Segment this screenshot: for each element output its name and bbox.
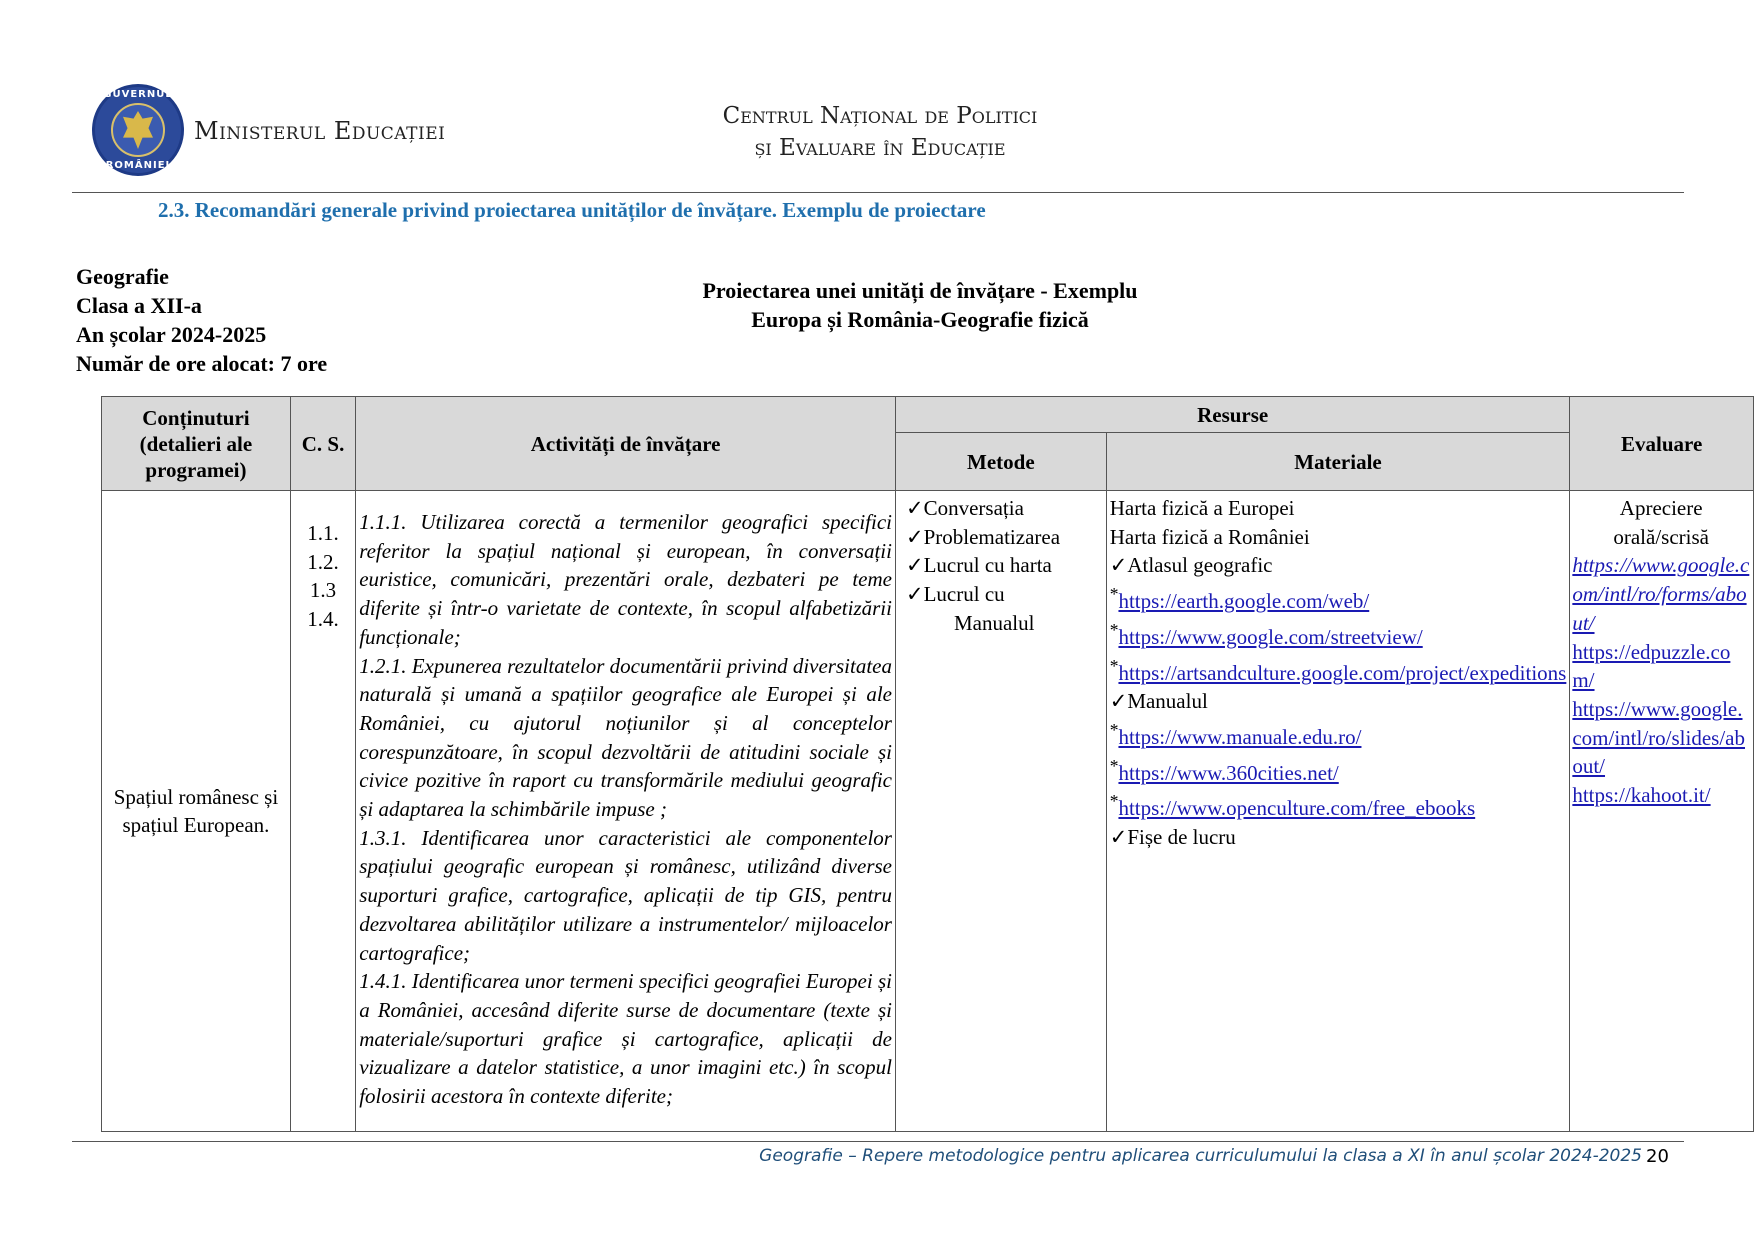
material-link-item: *https://www.360cities.net/ <box>1109 755 1339 785</box>
evaluation-text: Apreciere orală/scrisă <box>1613 496 1709 549</box>
centru-name <box>690 100 1070 164</box>
government-seal-logo <box>92 84 184 176</box>
cs-cell <box>290 491 355 1132</box>
document-title <box>640 276 1200 334</box>
table-row <box>102 491 1754 1132</box>
methods-cell <box>895 491 1106 1132</box>
centru-line-2: și Evaluare în Educație <box>754 135 1006 161</box>
ministry-name: Ministerul Educației <box>194 117 446 145</box>
cs-item: 1.1. <box>307 521 339 545</box>
activities-cell <box>356 491 896 1132</box>
material-link-item: *https://artsandculture.google.com/project/expeditions <box>1109 655 1567 685</box>
meta-class: Clasa a XII-a <box>76 293 202 318</box>
header-activitati: Activități de învățare <box>356 397 896 491</box>
header-continuturi: Conținuturi (detalieri ale programei) <box>102 397 291 491</box>
link-google-forms[interactable]: https://www.google.com/intl/ro/forms/about/ <box>1572 553 1750 635</box>
material-manualul: ✓ Manualul <box>1110 687 1567 716</box>
evaluation-link-item <box>1572 551 1750 637</box>
method-item: Manualul <box>953 610 1035 635</box>
link-openculture[interactable]: https://www.openculture.com/free_ebooks <box>1118 796 1476 821</box>
cs-item: 1.3 <box>309 578 337 603</box>
centru-line-1: Centrul Național de Politici <box>722 103 1038 129</box>
header-divider <box>72 192 1684 193</box>
meta-year: An școlar 2024-2025 <box>76 322 267 347</box>
section-title: 2.3. Recomandări generale privind proiectarea unităților de învățare. Exemplu de proiectare <box>158 198 986 222</box>
learning-unit-table <box>101 396 1754 1132</box>
content-cell: Spațiul românesc și spațiul European. <box>102 491 291 1132</box>
link-google-earth[interactable]: https://earth.google.com/web/ <box>1118 589 1370 614</box>
materials-cell <box>1106 491 1570 1132</box>
link-manuale[interactable]: https://www.manuale.edu.ro/ <box>1118 724 1362 749</box>
method-item: ✓ Problematizarea <box>906 523 1103 552</box>
header-materiale: Materiale <box>1106 433 1570 491</box>
seal-top-text: GUVERNUL <box>103 89 173 100</box>
activity-item: 1.3.1. Identificarea unor caracteristici ale componentelor spațiului geografic european și românesc, utilizând diverse suporturi grafice, cartografice, aplicații de tip GIS, pentru dezvoltarea abilităților utilizare a instrumentelor/ mijloacelor cartografice; <box>359 825 892 965</box>
link-360cities[interactable]: https://www.360cities.net/ <box>1118 760 1339 785</box>
link-google-slides[interactable]: https://www.google.com/intl/ro/slides/about/ <box>1572 696 1745 779</box>
evaluation-link-item <box>1572 695 1750 781</box>
evaluation-link-item <box>1572 781 1750 810</box>
material-link-item: *https://earth.google.com/web/ <box>1109 584 1370 614</box>
activity-item: 1.1.1. Utilizarea corectă a termenilor geografici specifici referitor la spațiul național și european, în conversații euristice, comunicări, prezentări orale, dezbateri pe teme diferite și într-o varietate de contexte, în scopul alfabetizării funcționale; <box>359 510 892 649</box>
footer-divider <box>72 1141 1684 1142</box>
link-kahoot[interactable]: https://kahoot.it/ <box>1572 783 1711 808</box>
material-harta-romania: Harta fizică a României <box>1109 524 1310 549</box>
material-harta-europa: Harta fizică a Europei <box>1109 496 1295 520</box>
header-metode: Metode <box>895 433 1106 491</box>
activity-item: 1.4.1. Identificarea unor termeni specifici geografiei Europei și a României, accesând diferite surse de documentare (texte și materiale/suporturi grafice și cartografice, aplicații de vizualizare a datelor statistice, a unor imagini etc.) în scopul folosirii acestora în contexte diferite; <box>359 969 892 1109</box>
method-item: ✓ Conversația <box>906 494 1103 523</box>
method-item: ✓ Lucrul cu harta <box>906 551 1103 580</box>
page-number: 20 <box>1646 1146 1669 1167</box>
material-link-item: *https://www.openculture.com/free_ebooks <box>1109 791 1476 821</box>
footer-text: Geografie – Repere metodologice pentru aplicarea curriculumului la clasa a XI în anul școlar 2024-2025 <box>759 1146 1642 1166</box>
document-title-line-1: Proiectarea unei unități de învățare - Exemplu <box>702 278 1138 303</box>
document-title-line-2: Europa și România-Geografie fizică <box>751 307 1089 332</box>
header-cs: C. S. <box>290 397 355 491</box>
link-arts-culture[interactable]: https://artsandculture.google.com/project/expeditions <box>1118 660 1567 685</box>
evaluation-link-item <box>1572 638 1750 695</box>
document-meta <box>76 262 327 378</box>
cs-item: 1.2. <box>307 549 339 574</box>
link-google-streetview[interactable]: https://www.google.com/streetview/ <box>1118 624 1423 649</box>
meta-subject: Geografie <box>76 264 169 289</box>
evaluation-cell <box>1570 491 1754 1132</box>
header-evaluare: Evaluare <box>1570 397 1754 491</box>
method-item: ✓ Lucrul cu <box>906 580 1103 609</box>
cs-item: 1.4. <box>307 607 339 632</box>
material-link-item: *https://www.manuale.edu.ro/ <box>1109 719 1362 749</box>
material-fise: ✓ Fișe de lucru <box>1110 823 1567 852</box>
header-resurse: Resurse <box>895 397 1569 433</box>
seal-bottom-text: ROMÂNIEI <box>105 160 171 171</box>
material-link-item: *https://www.google.com/streetview/ <box>1109 619 1423 649</box>
material-atlas: ✓ Atlasul geografic <box>1110 551 1567 580</box>
activity-item: 1.2.1. Expunerea rezultatelor documentării privind diversitatea naturală și umană a spațiilor geografice ale Europei și ale României, cu ajutorul noțiunilor și al conceptelor corespunzătoare, în scopul dezvoltării de atitudini sociale și civice pozitive în raport cu transformările mediului geografic și adaptarea la schimbările impuse ; <box>359 653 892 822</box>
link-edpuzzle[interactable]: https://edpuzzle.com/ <box>1572 639 1731 693</box>
meta-hours: Număr de ore alocat: 7 ore <box>76 351 328 376</box>
